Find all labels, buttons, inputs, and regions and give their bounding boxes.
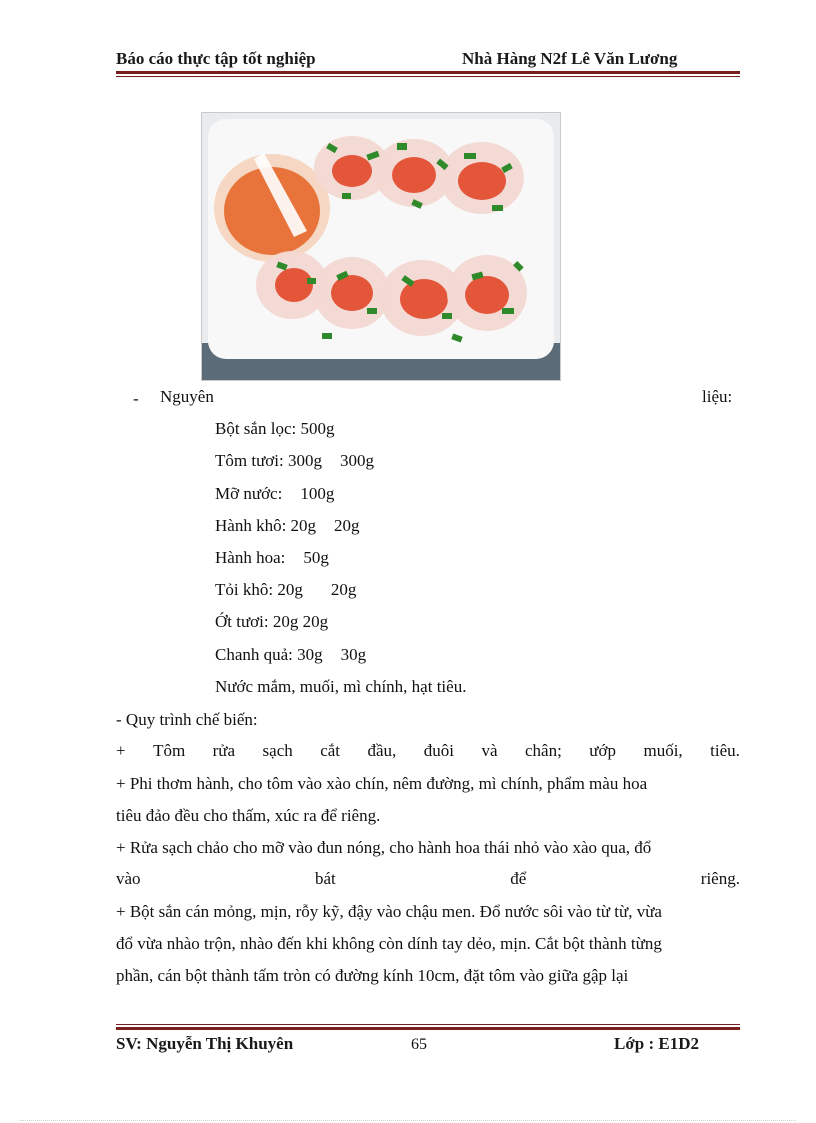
step-word: đầu, xyxy=(367,741,397,760)
ingredient-name: Ớt tươi: 20g 20g xyxy=(215,612,329,631)
ingredient-name: Hành khô: 20g xyxy=(215,516,317,535)
footer-rule xyxy=(116,1027,740,1030)
step-word: bát xyxy=(315,869,336,888)
ingredient-item xyxy=(215,645,366,665)
step-word: Tôm xyxy=(153,741,186,760)
ingredient-extra: 50g xyxy=(303,548,329,567)
ingredient-name: Chanh quả: 30g xyxy=(215,645,323,664)
step-word: muối, xyxy=(643,741,683,760)
ingredient-item xyxy=(215,612,328,632)
ingredient-name: Tỏi khô: 20g xyxy=(215,580,303,599)
header-restaurant: Nhà Hàng N2f Lê Văn Lương xyxy=(462,49,678,68)
ingredient-extra: 20g xyxy=(330,580,357,599)
step-2-line-1: + Phi thơm hành, cho tôm vào xào chín, nêm đường, mì chính, phẩm màu hoa xyxy=(116,774,648,793)
footer-student: SV: Nguyễn Thị Khuyên xyxy=(116,1034,294,1053)
header-rule-thin xyxy=(116,76,740,77)
step-3-line-1: + Rửa sạch chảo cho mỡ vào đun nóng, cho hành hoa thái nhỏ vào xào qua, đổ xyxy=(116,838,652,857)
page-bottom-edge xyxy=(20,1120,796,1121)
step-1 xyxy=(116,741,740,761)
step-word: tiêu. xyxy=(710,741,740,760)
step-word: riêng. xyxy=(700,869,740,888)
step-3-line-2 xyxy=(116,869,740,889)
step-word: sạch xyxy=(262,741,293,760)
step-word: đuôi xyxy=(423,741,455,760)
ingredient-item xyxy=(215,516,360,536)
ingredient-name: Hành hoa: xyxy=(215,548,286,567)
ingredient-item xyxy=(215,580,356,600)
ingredient-extra: 30g xyxy=(340,645,367,664)
ingredient-name: Bột sắn lọc: 500g xyxy=(215,419,335,438)
page-number: 65 xyxy=(411,1036,427,1053)
step-word: chân; xyxy=(525,741,562,760)
ingredient-item xyxy=(215,451,374,471)
ingredient-extra: 300g xyxy=(339,451,374,470)
ingredient-extra: 20g xyxy=(334,516,360,535)
ingredient-name: Nước mắm, muối, mì chính, hạt tiêu. xyxy=(215,677,467,696)
ingredient-item xyxy=(215,677,466,697)
header-rule xyxy=(116,71,740,74)
step-2-line-2: tiêu đảo đều cho thấm, xúc ra để riêng. xyxy=(116,806,381,825)
header-title: Báo cáo thực tập tốt nghiệp xyxy=(116,49,316,68)
step-word: ướp xyxy=(589,741,617,760)
ingredient-name: Mỡ nước: xyxy=(215,484,283,503)
step-word: vào xyxy=(116,869,141,888)
step-4-line-2: đổ vừa nhào trộn, nhào đến khi không còn dính tay dẻo, mịn. Cắt bột thành từng xyxy=(116,934,662,953)
food-photo-icon xyxy=(202,113,560,380)
ingredients-heading-right: liệu: xyxy=(702,387,733,406)
ingredient-name: Tôm tươi: 300g xyxy=(215,451,322,470)
ingredients-heading-left: Nguyên xyxy=(160,387,214,406)
step-4-line-1: + Bột sắn cán mỏng, mịn, rỗy kỹ, đậy vào chậu men. Đổ nước sôi vào từ từ, vừa xyxy=(116,902,662,921)
process-heading: - Quy trình chế biến: xyxy=(116,710,258,729)
footer-rule-thin xyxy=(116,1024,740,1025)
step-word: + xyxy=(116,741,126,760)
ingredient-item xyxy=(215,484,334,504)
ingredients-bullet: - xyxy=(133,389,139,408)
ingredient-item xyxy=(215,548,329,568)
ingredient-item xyxy=(215,419,334,439)
step-word: để xyxy=(510,869,527,888)
step-word: và xyxy=(481,741,498,760)
step-word: rửa xyxy=(212,741,236,760)
food-photo xyxy=(201,112,561,381)
ingredient-extra: 100g xyxy=(300,484,335,503)
footer-class: Lớp : E1D2 xyxy=(614,1034,699,1053)
step-4-line-3: phần, cán bột thành tấm tròn có đường kính 10cm, đặt tôm vào giữa gập lại xyxy=(116,966,629,985)
step-word: cắt xyxy=(320,741,341,760)
